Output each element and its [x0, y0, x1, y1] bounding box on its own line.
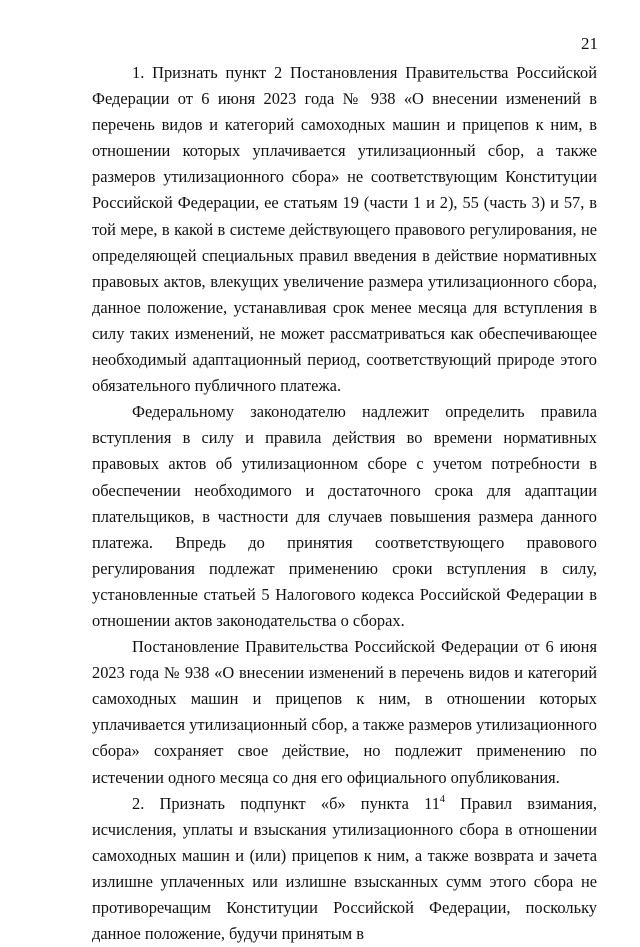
footnote-superscript: 4: [439, 793, 445, 805]
paragraph-3: Постановление Правительства Российской Федерации от 6 июня 2023 года № 938 «О внесении изменений в перечень видов и категорий самоходных машин и прицепов к ним, в отношении которых уплачивается утилизационный сбор, а также размеров утилизационного сбора» сохраняет свое действие, но подлежит применению по истечении одного месяца со дня его официального опубликования.: [92, 637, 597, 787]
paragraph-4: [92, 791, 597, 947]
paragraph-1: 1. Признать пункт 2 Постановления Правительства Российской Федерации от 6 июня 2023 года № 938 «О внесении изменений в перечень видов и категорий самоходных машин и прицепов к ним, в отношении которых уплачивается утилизационный сбор, а также размеров утилизационного сбора» не соответствующим Конституции Российской Федерации, ее статьям 19 (части 1 и 2), 55 (часть 3) и 57, в той мере, в какой в системе действующего правового регулирования, не определяющей специальных правил введения в действие нормативных правовых актов, влекущих увеличение размера утилизационного сбора, данное положение, устанавливая срок менее месяца для вступления в силу таких изменений, не может рассматриваться как обеспечивающее необходимый адаптационный период, соответствующий природе этого обязательного публичного платежа.: [92, 63, 597, 396]
paragraph-2: Федеральному законодателю надлежит определить правила вступления в силу и правила действия во времени нормативных правовых актов об утилизационном сборе с учетом потребности в обеспечении необходимого и достаточного срока для адаптации плательщиков, в частности для случаев повышения размера данного платежа. Впредь до принятия соответствующего правового регулирования подлежат применению сроки вступления в силу, установленные статьей 5 Налогового кодекса Российской Федерации в отношении актов законодательства о сборах.: [92, 402, 597, 630]
document-body: [92, 60, 597, 947]
page-number: 21: [581, 34, 598, 53]
paragraph-4-start: 2. Признать подпункт «б» пункта 11: [132, 793, 440, 813]
paragraph-4-rest: Правил взимания, исчисления, уплаты и взыскания утилизационного сбора в отношении самоходных машин и (или) прицепов к ним, а также возврата и зачета излишне уплаченных или излишне взысканных сумм этого сбора не противоречащим Конституции Российской Федерации, поскольку данное положение, будучи принятым в: [92, 793, 597, 944]
